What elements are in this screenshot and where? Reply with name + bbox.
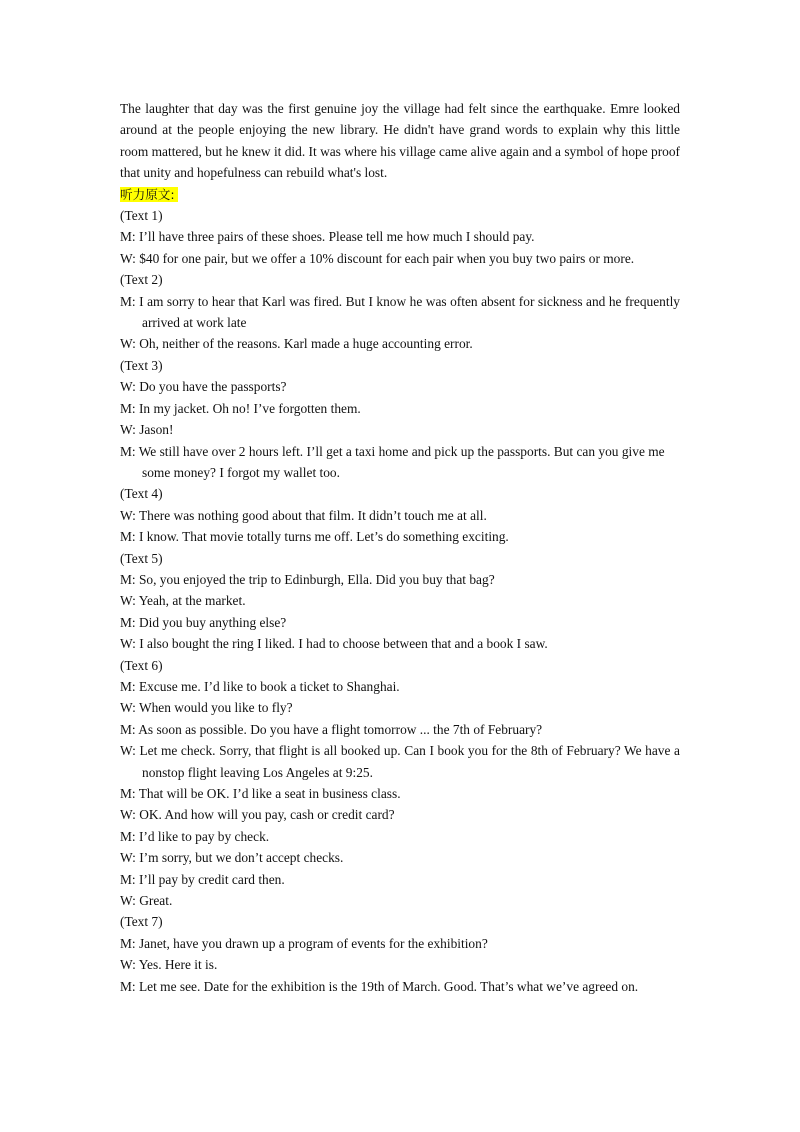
text-4-label: (Text 4)	[120, 486, 163, 502]
text-3-line-w1: W: Do you have the passports?	[120, 379, 287, 395]
text-7-line-m1: M: Janet, have you drawn up a program of events for the exhibition?	[120, 935, 488, 951]
text-6-line-w2: W: Let me check. Sorry, that flight is all booked up. Can I book you for the 8th of February? We have a nonstop flight leaving Los Angeles at 9:25.	[120, 743, 680, 780]
text-2-line-w: W: Oh, neither of the reasons. Karl made a huge accounting error.	[120, 336, 473, 352]
text-5-line-w1: W: Yeah, at the market.	[120, 593, 246, 609]
text-2-line-m: M: I am sorry to hear that Karl was fired. But I know he was often absent for sickness and he frequently arrived at work late	[120, 293, 680, 331]
text-5-line-m2: M: Did you buy anything else?	[120, 614, 287, 630]
text-4-line-m: M: I know. That movie totally turns me off. Let’s do something exciting.	[120, 529, 509, 545]
text-7-label: (Text 7)	[120, 914, 163, 930]
text-3-line-m1: M: In my jacket. Oh no! I’ve forgotten them.	[120, 400, 361, 416]
text-6-line-m1: M: Excuse me. I’d like to book a ticket to Shanghai.	[120, 678, 400, 694]
text-3-line-m2: M: We still have over 2 hours left. I’ll get a taxi home and pick up the passports. But can you give me	[120, 443, 665, 459]
text-1-line-m: M: I’ll have three pairs of these shoes. Please tell me how much I should pay.	[120, 229, 535, 245]
text-2-label: (Text 2)	[120, 272, 163, 288]
text-7-line-w1: W: Yes. Here it is.	[120, 957, 218, 973]
document-page	[120, 98, 680, 997]
text-5-line-m1: M: So, you enjoyed the trip to Edinburgh, Ella. Did you buy that bag?	[120, 571, 495, 587]
text-5-label: (Text 5)	[120, 550, 163, 566]
text-6-line-m4: M: I’d like to pay by check.	[120, 828, 270, 844]
text-5-line-w2: W: I also bought the ring I liked. I had to choose between that and a book I saw.	[120, 636, 548, 652]
text-7-line-m2: M: Let me see. Date for the exhibition is the 19th of March. Good. That’s what we’ve agreed on.	[120, 978, 639, 994]
transcript-heading: 听力原文:	[120, 187, 178, 202]
text-4-line-w: W: There was nothing good about that film. It didn’t touch me at all.	[120, 507, 487, 523]
text-1-label: (Text 1)	[120, 208, 163, 224]
text-6-line-w4: W: I’m sorry, but we don’t accept checks.	[120, 850, 344, 866]
text-6-line-w1: W: When would you like to fly?	[120, 700, 293, 716]
text-3-line-m2-continued: some money? I forgot my wallet too.	[142, 464, 340, 480]
transcript-heading-line	[120, 184, 680, 205]
text-6-line-m2: M: As soon as possible. Do you have a flight tomorrow ... the 7th of February?	[120, 721, 543, 737]
text-6-line-w3: W: OK. And how will you pay, cash or credit card?	[120, 807, 395, 823]
text-3-label: (Text 3)	[120, 357, 163, 373]
text-6-label: (Text 6)	[120, 657, 163, 673]
text-6-line-m3: M: That will be OK. I’d like a seat in business class.	[120, 786, 401, 801]
text-6-line-m5: M: I’ll pay by credit card then.	[120, 871, 285, 887]
text-3-line-w2: W: Jason!	[120, 422, 174, 438]
text-1-line-w: W: $40 for one pair, but we offer a 10% discount for each pair when you buy two pairs or more.	[120, 250, 635, 266]
text-6-line-w5: W: Great.	[120, 893, 173, 909]
intro-paragraph: The laughter that day was the first genuine joy the village had felt since the earthquake. Emre looked around at the people enjoying the new library. He didn't have grand words to explain why this little room mattered, but he knew it did. It was where his village came alive again and a symbol of hope proof that unity and hopefulness can rebuild what's lost.	[120, 101, 681, 181]
